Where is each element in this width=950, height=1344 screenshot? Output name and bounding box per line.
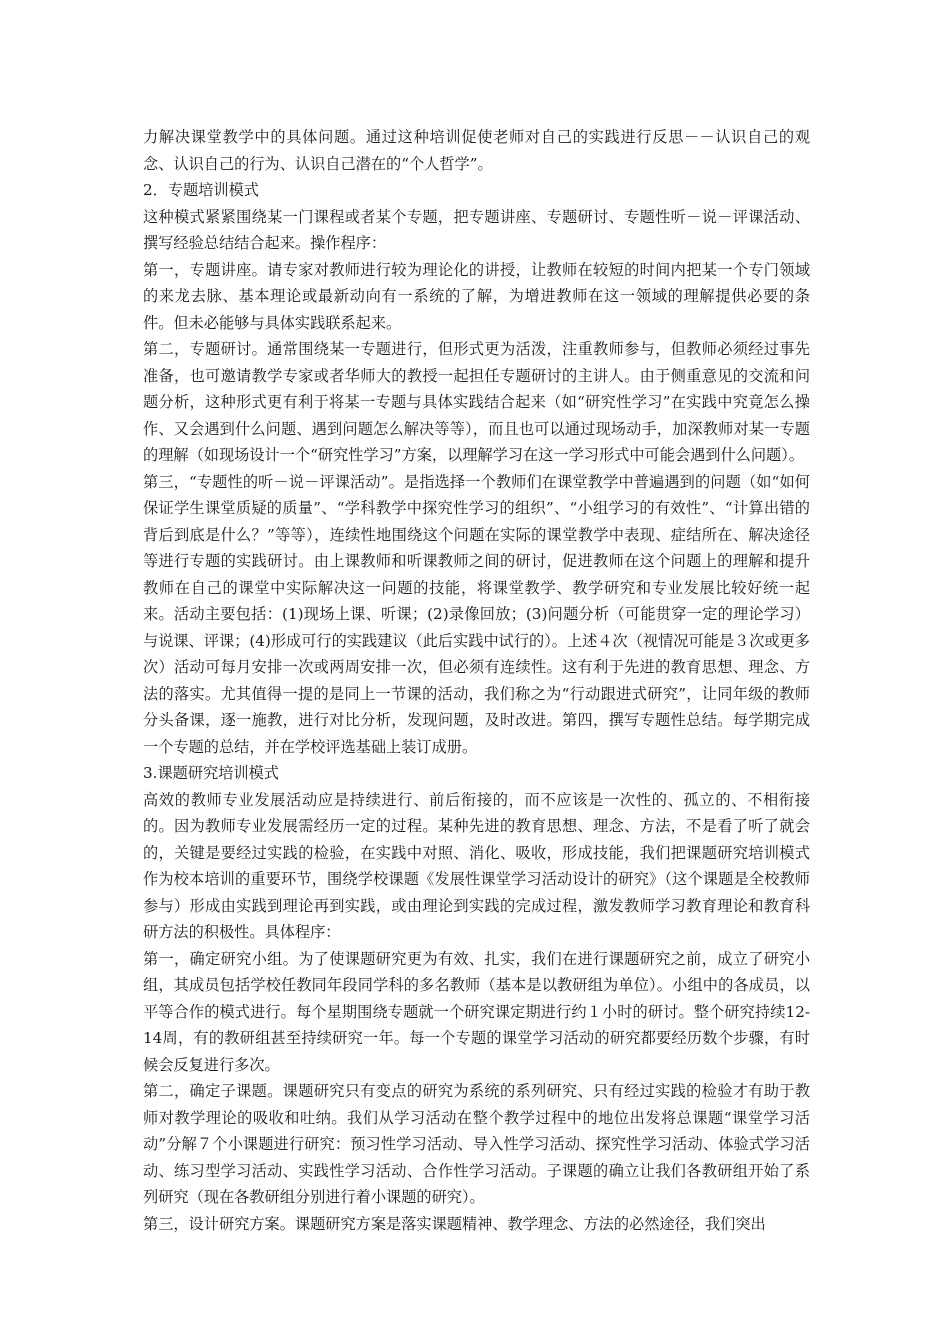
paragraph-research-plan: 第三，设计研究方案。课题研究方案是落实课题精神、教学理念、方法的必然途径，我们突出	[143, 1214, 766, 1233]
paragraph-topic-seminar: 第二，专题研讨。通常围绕某一专题进行，但形式更为活泼，注重教师参与，但教师必须经过事先准备，也可邀请教学专家或者华师大的教授一起担任专题研讨的主讲人。由于侧重意见的交流和问题分析，这种形式更有利于将某一专题与具体实践结合起来（如“研究性学习”在实践中究竟怎么操作、又会遇到什么问题、遇到问题怎么解决等等），而且也可以通过现场动手，加深教师对某一专题的理解（如现场设计一个“研究性学习”方案，以理解学习在这一学习形式中可能会遇到什么问题）。	[143, 340, 810, 464]
paragraph-topic-lecture: 第一，专题讲座。请专家对教师进行较为理论化的讲授，让教师在较短的时间内把某一个专门领域的来龙去脉、基本理论或最新动向有一系统的了解，为增进教师在这一领域的理解提供必要的条件。但未必能够与具体实践联系起来。	[143, 260, 810, 332]
document-body	[143, 124, 810, 1237]
heading-research-training-mode: 3.课题研究培训模式	[143, 764, 279, 782]
paragraph-topic-mode-intro: 这种模式紧紧围绕某一门课程或者某个专题，把专题讲座、专题研讨、专题性听－说－评课活动、撰写经验总结结合起来。操作程序：	[143, 207, 810, 252]
paragraph-continuation-reflection: 力解决课堂教学中的具体问题。通过这种培训促使老师对自己的实践进行反思－－认识自己的观念、认识自己的行为、认识自己潜在的“个人哲学”。	[143, 128, 810, 173]
paragraph-sub-topics: 第二，确定子课题。课题研究只有变点的研究为系统的系列研究、只有经过实践的检验才有助于教师对教学理论的吸收和吐纳。我们从学习活动在整个教学过程中的地位出发将总课题“课堂学习活动”分解７个小课题进行研究：预习性学习活动、导入性学习活动、探究性学习活动、体验式学习活动、练习型学习活动、实践性学习活动、合作性学习活动。子课题的确立让我们各教研组开始了系列研究（现在各教研组分别进行着小课题的研究）。	[143, 1082, 810, 1206]
paragraph-research-mode-intro: 高效的教师专业发展活动应是持续进行、前后衔接的，而不应该是一次性的、孤立的、不相衔接的。因为教师专业发展需经历一定的过程。某种先进的教育思想、理念、方法，不是看了听了就会的，关键是要经过实践的检验，在实践中对照、消化、吸收，形成技能，我们把课题研究培训模式作为校本培训的重要环节，围绕学校课题《发展性课堂学习活动设计的研究》（这个课题是全校教师参与）形成由实践到理论再到实践，或由理论到实践的完成过程，激发教师学习教育理论和教育科研方法的积极性。具体程序：	[143, 790, 810, 941]
paragraph-listen-speak-evaluate: 第三，“专题性的听－说－评课活动”。是指选择一个教师们在课堂教学中普遍遇到的问题（如“如何保证学生课堂质疑的质量”、“学科教学中探究性学习的组织”、“小组学习的有效性”、“计算出错的背后到底是什么？”等等），连续性地围绕这个问题在实际的课堂教学中表现、症结所在、解决途径等进行专题的实践研讨。由上课教师和听课教师之间的研讨，促进教师在这个问题上的理解和提升教师在自己的课堂中实际解决这一问题的技能，将课堂教学、教学研究和专业发展比较好统一起来。活动主要包括：(1)现场上课、听课；(2)录像回放；(3)问题分析（可能贯穿一定的理论学习）与说课、评课；(4)形成可行的实践建议（此后实践中试行的）。上述４次（视情况可能是３次或更多次）活动可每月安排一次或两周安排一次，但必须有连续性。这有利于先进的教育思想、理念、方法的落实。尤其值得一提的是同上一节课的活动，我们称之为“行动跟进式研究”，让同年级的教师分头备课，逐一施教，进行对比分析，发现问题，及时改进。第四，撰写专题性总结。每学期完成一个专题的总结，并在学校评选基础上装订成册。	[143, 472, 810, 756]
paragraph-research-group: 第一，确定研究小组。为了使课题研究更为有效、扎实，我们在进行课题研究之前，成立了研究小组，其成员包括学校任教同年段同学科的多名教师（基本是以教研组为单位）。小组中的各成员，以平等合作的模式进行。每个星期围绕专题就一个研究课定期进行约１小时的研讨。整个研究持续12-14周，有的教研组甚至持续研究一年。每一个专题的课堂学习活动的研究都要经历数个步骤，有时候会反复进行多次。	[143, 949, 810, 1074]
heading-topic-training-mode: 2．专题培训模式	[143, 181, 259, 199]
